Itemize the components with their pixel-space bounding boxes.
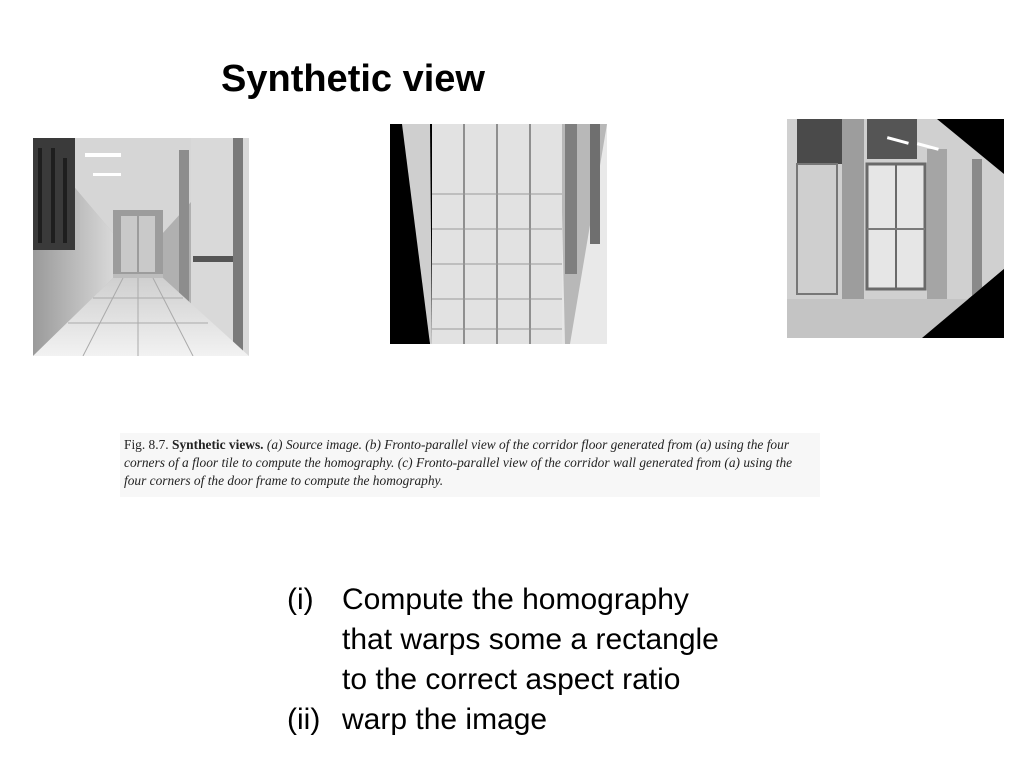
step-text-line: to the correct aspect ratio xyxy=(342,663,681,696)
step-item xyxy=(287,580,719,700)
caption-figure-number: Fig. 8.7. xyxy=(124,437,169,452)
step-text-line: Compute the homography xyxy=(342,583,689,616)
step-marker: (i) xyxy=(287,583,314,616)
source-corridor-image xyxy=(33,138,249,356)
caption-body: (a) Source image. (b) Fronto-parallel view of the corridor floor generated from (a) using the four corners of a floor tile to compute the homography. (c) Fronto-parallel view of the corridor wall generated from (a) using the four corners of the door frame to compute the homography. xyxy=(124,437,793,488)
step-text xyxy=(342,700,547,740)
fronto-parallel-wall-view xyxy=(787,119,1004,338)
figure-caption xyxy=(120,433,820,497)
caption-title: Synthetic views. xyxy=(172,437,264,452)
step-text xyxy=(342,580,719,700)
steps-list xyxy=(287,580,719,740)
slide-title: Synthetic view xyxy=(221,58,485,100)
step-marker: (ii) xyxy=(287,703,321,736)
step-text-line: that warps some a rectangle xyxy=(342,623,719,656)
step-item xyxy=(287,700,719,740)
fronto-parallel-floor-view xyxy=(390,124,607,344)
step-text-line: warp the image xyxy=(342,703,548,736)
